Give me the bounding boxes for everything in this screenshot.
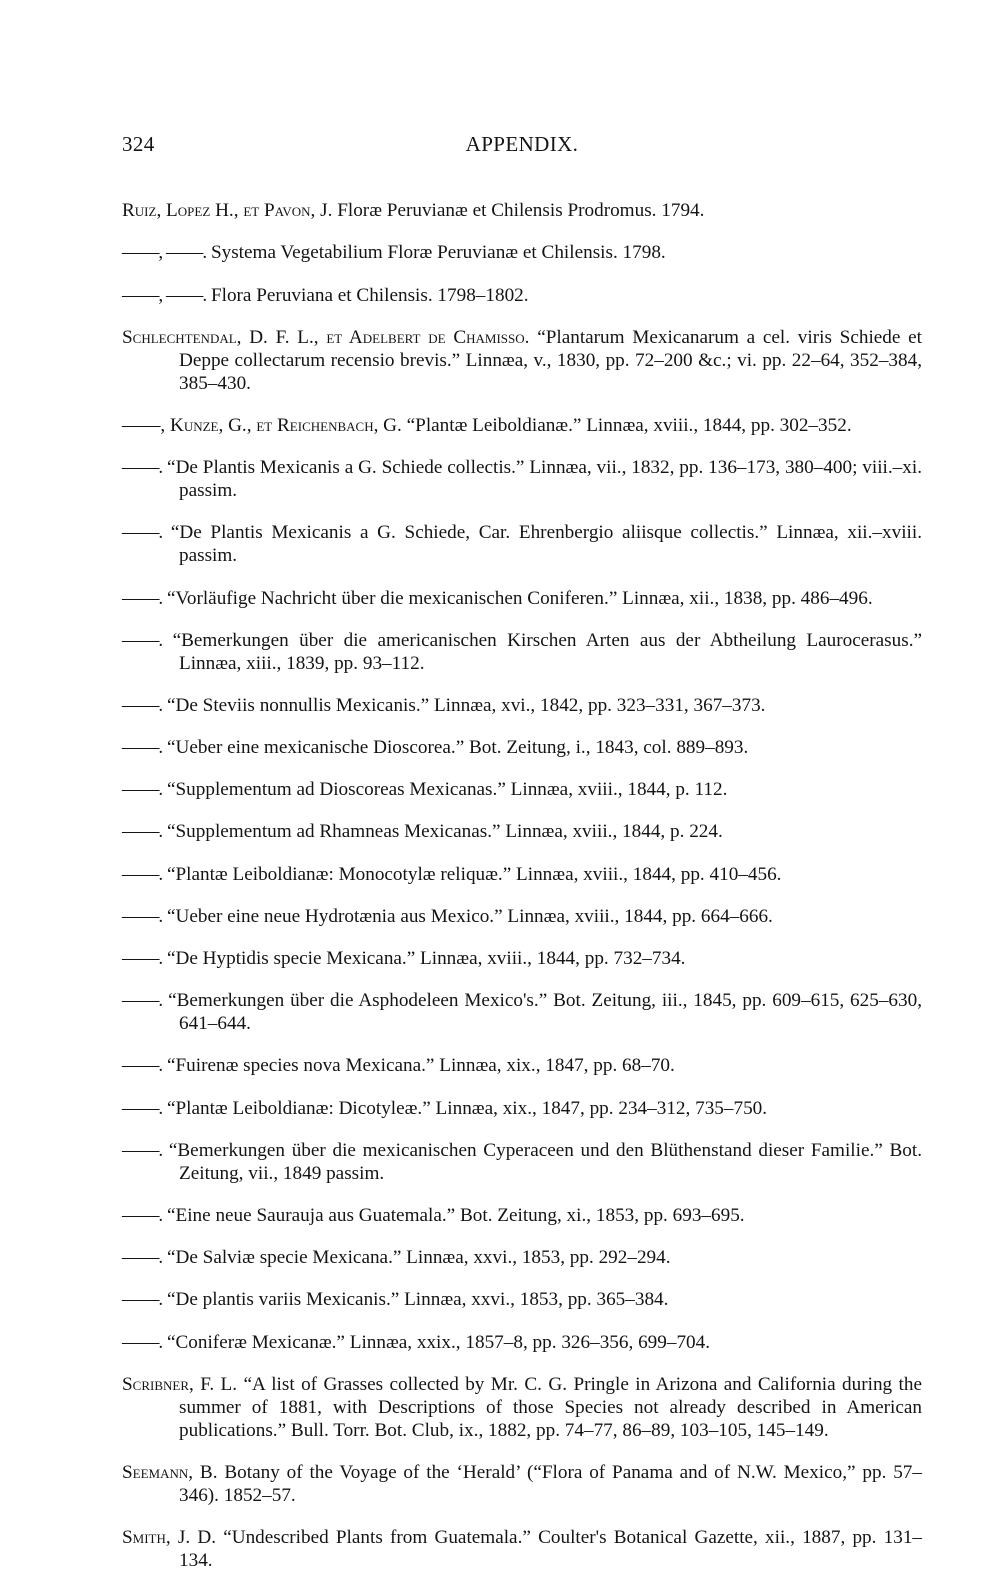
- running-head: APPENDIX.: [465, 132, 579, 156]
- bibliography-entry: [122, 1246, 922, 1269]
- entry-text: “De Steviis nonnullis Mexicanis.” Linnæa, xvi., 1842, pp. 323–331, 367–373.: [166, 694, 766, 716]
- entry-author: ——.: [122, 737, 163, 759]
- entry-text: “Bemerkungen über die mexicanischen Cyperaceen und den Blüthenstand dieser Familie.” Bot. Zeitung, vii., 1849 passim.: [168, 1139, 922, 1184]
- entry-author: ——.: [122, 457, 163, 479]
- entry-author: ——.: [122, 779, 163, 801]
- bibliography-entry: [122, 820, 922, 843]
- bibliography-entry: [122, 199, 922, 222]
- entry-text: “Bemerkungen über die americanischen Kirschen Arten aus der Abtheilung Laurocerasus.” Linnæa, xiii., 1839, pp. 93–112.: [172, 629, 923, 674]
- bibliography-entry: [122, 947, 922, 970]
- entry-author: ——.: [122, 905, 163, 927]
- entry-text: “Ueber eine neue Hydrotænia aus Mexico.” Linnæa, xviii., 1844, pp. 664–666.: [166, 905, 773, 927]
- entry-text: Floræ Peruvianæ et Chilensis Prodromus. 1794.: [337, 200, 705, 222]
- bibliography-entry: [122, 1331, 922, 1354]
- page-header: [122, 132, 922, 160]
- entry-text: Systema Vegetabilium Floræ Peruvianæ et Chilensis. 1798.: [210, 242, 666, 264]
- entry-text: “Vorläufige Nachricht über die mexicanischen Coniferen.” Linnæa, xii., 1838, pp. 486–496.: [166, 587, 873, 609]
- entry-author: ——.: [122, 1097, 163, 1119]
- bibliography-entry: [122, 1097, 922, 1120]
- entry-author: ——.: [122, 1331, 163, 1353]
- entry-text: “Eine neue Saurauja aus Guatemala.” Bot. Zeitung, xi., 1853, pp. 693–695.: [166, 1204, 745, 1226]
- entry-text: “De Hyptidis specie Mexicana.” Linnæa, xviii., 1844, pp. 732–734.: [166, 948, 686, 969]
- bibliography-entry: [122, 1204, 922, 1227]
- entry-author: ——.: [122, 1204, 163, 1226]
- entry-author: ——.: [122, 694, 163, 716]
- entry-author: ——.: [122, 948, 163, 969]
- entry-author: Ruiz, Lopez H., et Pavon, J.: [122, 200, 333, 222]
- entry-text: “Ueber eine mexicanische Dioscorea.” Bot. Zeitung, i., 1843, col. 889–893.: [166, 737, 749, 759]
- bibliography-entry: [122, 629, 922, 675]
- entry-author: ——.: [122, 1055, 163, 1077]
- entry-text: “Plantarum Mexicanarum a cel. viris Schiede et Deppe collectarum recensio brevis.” Linnæa, v., 1830, pp. 72–200 &c.; vi. pp. 22–64, 352–384, 385–430.: [179, 326, 922, 394]
- bibliography-entry: [122, 414, 922, 437]
- bibliography-entry: [122, 1054, 922, 1077]
- entry-text: “Plantæ Leiboldianæ.” Linnæa, xviii., 1844, pp. 302–352.: [406, 414, 852, 436]
- entry-text: Botany of the Voyage of the ‘Herald’ (“Flora of Panama and of N.W. Mexico,” pp. 57–346). 1852–57.: [179, 1461, 922, 1506]
- entry-author: ——.: [122, 1289, 163, 1311]
- bibliography-entry: [122, 905, 922, 928]
- bibliography-entry: [122, 863, 922, 886]
- bibliography-entry: [122, 456, 922, 502]
- bibliography-entry: [122, 1373, 922, 1442]
- bibliography-entry: [122, 1461, 922, 1507]
- entry-text: “Bemerkungen über die Asphodeleen Mexico's.” Bot. Zeitung, iii., 1845, pp. 609–615, 625–630, 641–644.: [168, 990, 923, 1035]
- entry-text: “Fuirenæ species nova Mexicana.” Linnæa, xix., 1847, pp. 68–70.: [166, 1055, 675, 1077]
- entry-author: ——.: [122, 863, 163, 885]
- entry-text: Flora Peruviana et Chilensis. 1798–1802.: [210, 284, 529, 306]
- bibliography-entry: [122, 989, 922, 1035]
- bibliography-entry: [122, 326, 922, 395]
- entry-text: “Plantæ Leiboldianæ: Monocotylæ reliquæ.” Linnæa, xviii., 1844, pp. 410–456.: [166, 863, 782, 885]
- entry-text: “De plantis variis Mexicanis.” Linnæa, xxvi., 1853, pp. 365–384.: [166, 1289, 669, 1311]
- entry-author: ——, Kunze, G., et Reichenbach, G.: [122, 414, 402, 436]
- entry-text: “Supplementum ad Rhamneas Mexicanas.” Linnæa, xviii., 1844, p. 224.: [166, 821, 723, 843]
- entry-author: Scribner, F. L.: [122, 1373, 238, 1395]
- bibliography-entry: [122, 778, 922, 801]
- entry-author: ——.: [122, 821, 163, 843]
- bibliography-entry: [122, 284, 922, 307]
- entry-author: ——, ——.: [122, 284, 207, 306]
- entry-text: “Plantæ Leiboldianæ: Dicotyleæ.” Linnæa, xix., 1847, pp. 234–312, 735–750.: [166, 1097, 768, 1119]
- entry-text: “A list of Grasses collected by Mr. C. G. Pringle in Arizona and California during the summer of 1881, with Descriptions of those Species not already described in American publications.” Bull. Torr. Bot. Club, ix., 1882, pp. 74–77, 86–89, 103–105, 145–149.: [179, 1373, 922, 1441]
- bibliography-list: [122, 180, 922, 1579]
- bibliography-entry: [122, 1526, 922, 1572]
- entry-text: “De Salviæ specie Mexicana.” Linnæa, xxvi., 1853, pp. 292–294.: [166, 1247, 671, 1269]
- entry-author: Smith, J. D.: [122, 1527, 216, 1549]
- entry-text: “Coniferæ Mexicanæ.” Linnæa, xxix., 1857–8, pp. 326–356, 699–704.: [166, 1331, 711, 1353]
- bibliography-entry: [122, 1139, 922, 1185]
- bibliography-entry: [122, 1288, 922, 1311]
- entry-author: ——.: [122, 1247, 163, 1269]
- bibliography-entry: [122, 587, 922, 610]
- bibliography-entry: [122, 736, 922, 759]
- bibliography-entry: [122, 521, 922, 567]
- bibliography-entry: [122, 241, 922, 264]
- entry-author: Schlechtendal, D. F. L., et Adelbert de Chamisso.: [122, 326, 530, 348]
- entry-author: ——.: [122, 587, 163, 609]
- entry-text: “Undescribed Plants from Guatemala.” Coulter's Botanical Gazette, xii., 1887, pp. 131–134.: [179, 1527, 923, 1572]
- entry-author: ——.: [122, 990, 163, 1012]
- entry-author: ——.: [122, 522, 163, 544]
- entry-author: Seemann, B.: [122, 1461, 218, 1483]
- entry-author: ——.: [122, 1139, 163, 1161]
- page-number: 324: [122, 132, 155, 156]
- entry-text: “Supplementum ad Dioscoreas Mexicanas.” Linnæa, xviii., 1844, p. 112.: [166, 779, 728, 801]
- entry-author: ——, ——.: [122, 242, 207, 264]
- entry-text: “De Plantis Mexicanis a G. Schiede collectis.” Linnæa, vii., 1832, pp. 136–173, 380–400; viii.–xi. passim.: [167, 457, 922, 502]
- entry-author: ——.: [122, 629, 163, 651]
- entry-text: “De Plantis Mexicanis a G. Schiede, Car. Ehrenbergio aliisque collectis.” Linnæa, xii.–xviii. passim.: [170, 522, 922, 567]
- bibliography-entry: [122, 694, 922, 717]
